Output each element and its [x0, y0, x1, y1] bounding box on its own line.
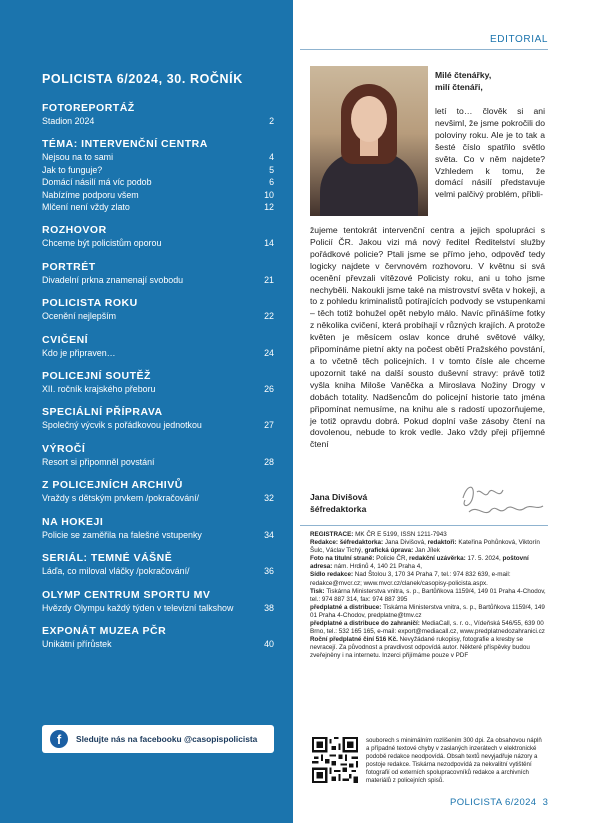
- toc-section: [42, 443, 274, 468]
- colophon-label: redakční uzávěrka:: [409, 555, 468, 563]
- toc-entry[interactable]: [42, 115, 274, 127]
- colophon-line: [310, 604, 546, 620]
- facebook-icon: f: [50, 730, 68, 748]
- toc-heading: SPECIÁLNÍ PŘÍPRAVA: [42, 406, 163, 419]
- toc-section: [42, 589, 274, 614]
- toc-heading: FOTOREPORTÁŽ: [42, 102, 135, 114]
- colophon-label: Tisk:: [310, 587, 327, 595]
- editorial-text-body: žujeme tentokrát intervenční centra a jejich spolupráci s Policií ČR. Jakou vizi má nový ředitel Ředitelství služby pořádkové policie? Ptali jsme se přímo jeho, odpověď tedy logicky najdete v červnovém rozhovoru. V květnu si svá ocenění převzali vítězové Policisty roku, ani u toho jsme nechyběli. Nakoukli jsme také na mistrovství světa v hokeji, a to z pohledu kriminalistů potírajících podvody se vstupenkami – těch totiž bohužel opět nebylo málo. Navíc přinášíme fotky z několika cvičení, která probíhají v různých krajích. A protože květen je měsícem oslav konce druhé světové války, připomínáme pietní akty na počest obětí Pražského povstání, a to včetně těch policejních. I v tomto čísle ale chceme upozornit také na další sousto duševní stravy: právě totiž vyšla kniha Miloše Vaněčka a Miroslava Nožiny Drogy v dobách totality. Nadšencům do policejní historie tato jména připomínat nemusíme, na knihu ale s radostí upozorňujeme, je totiž opravdu dobrá. Pokud doplní vaše zásoby čtení na dovolenou, nebude to krok vedle. Jako vždy přeji příjemné čtení: [310, 225, 545, 450]
- greeting: [435, 70, 491, 93]
- toc-entry-page: 4: [269, 152, 274, 163]
- toc-entry-page: 38: [264, 602, 274, 613]
- colophon-label: Roční předplatné činí 516 Kč.: [310, 636, 400, 644]
- greeting-line-1: Milé čtenářky,: [435, 70, 492, 80]
- colophon-label: REGISTRACE:: [310, 531, 356, 538]
- toc-section: [42, 516, 274, 541]
- toc-section: [42, 261, 274, 286]
- colophon-label: poštovní adresa:: [310, 555, 529, 571]
- toc-section: [42, 138, 274, 213]
- toc-heading: NA HOKEJI: [42, 515, 104, 528]
- toc-entry-title: Unikátní přírůstek: [42, 638, 112, 649]
- toc-entry-page: 21: [264, 274, 274, 285]
- toc-section: [42, 334, 274, 359]
- colophon-value: Nevyžádané rukopisy, fotografie a kresby se nevracejí. Za původnost a pravdivost odpovídá autor. Některé příspěvky budou zveřejněny i na internetu. Inzerci přijímáme pouze v PDF: [310, 636, 530, 660]
- toc-entry-page: 10: [264, 189, 274, 200]
- toc-entry-title: Stadion 2024: [42, 116, 95, 126]
- toc-section: [42, 479, 274, 504]
- facebook-banner[interactable]: [42, 725, 274, 753]
- editorial-text-column: letí to… člověk si ani nevšiml, že jsme pokročili do poloviny roku. Ale je to tak a šesté číslo spatřilo světlo světa. Co v něm najdete? Vzhledem k tomu, že domácí násilí představuje velmi palčivý problém, přibli-: [435, 106, 545, 200]
- toc-entry-page: 22: [264, 311, 274, 322]
- colophon-value: Policie ČR,: [376, 555, 410, 563]
- toc-entry-page: 6: [269, 177, 274, 188]
- colophon-notice: souborech s minimálním rozlišením 300 dpi. Za obsahovou náplň a případné textové chyby v zaslaných inzerátech v elektronické podobě redakce neodpovídá. Obsah textů nevyjadřuje názory a postoje redakce. Tiskárna nezodpovídá za nekvalitní vytištění fotografií od externích spolupracovníků redakce a archivních materiálů z policejních spisů.: [366, 737, 542, 784]
- toc-entry[interactable]: [42, 189, 274, 201]
- toc-heading: POLICISTA ROKU: [42, 297, 138, 310]
- page-footer: [450, 797, 548, 808]
- toc-section: [42, 552, 274, 577]
- toc-entry[interactable]: [42, 456, 274, 468]
- colophon-label: Redakce: šéfredaktorka:: [310, 539, 385, 547]
- toc-entry-title: Společný výcvik s pořádkovou jednotkou: [42, 420, 202, 431]
- toc-entry[interactable]: [42, 176, 274, 188]
- toc-entry[interactable]: [42, 383, 274, 395]
- toc-heading: PORTRÉT: [42, 260, 96, 273]
- toc-entry[interactable]: [42, 347, 274, 359]
- toc-entry[interactable]: [42, 274, 274, 286]
- signature-role: šéfredaktorka: [310, 503, 367, 514]
- toc-entry[interactable]: [42, 602, 274, 614]
- toc-list: [42, 102, 274, 661]
- toc-heading: OLYMP CENTRUM SPORTU MV: [42, 588, 211, 601]
- toc-entry[interactable]: [42, 201, 274, 213]
- signature-block: [310, 492, 367, 515]
- toc-entry[interactable]: [42, 419, 274, 431]
- toc-section: [42, 297, 274, 322]
- toc-entry-title: Policie se zaměřila na falešné vstupenky: [42, 529, 202, 540]
- colophon-label: Foto na titulní straně:: [310, 555, 377, 563]
- toc-entry-title: Mlčení není vždy zlato: [42, 202, 130, 213]
- footer-label: POLICISTA 6/2024: [450, 797, 537, 808]
- toc-entry-title: Domácí násilí má víc podob: [42, 177, 152, 188]
- colophon-line: [310, 620, 546, 636]
- toc-entry-title: Divadelní prkna znamenají svobodu: [42, 274, 184, 285]
- toc-section: [42, 102, 274, 127]
- toc-entry-page: 14: [264, 238, 274, 249]
- page-number: 3: [542, 797, 549, 808]
- toc-entry-title: Nejsou na to sami: [42, 152, 114, 163]
- divider: [300, 525, 548, 526]
- colophon-value: MK ČR E 5199, ISSN 1211-7943: [355, 531, 447, 538]
- toc-entry-page: 12: [264, 202, 274, 213]
- handwritten-signature: [455, 478, 547, 524]
- signature-name: Jana Divišová: [310, 492, 368, 502]
- toc-entry[interactable]: [42, 565, 274, 577]
- toc-entry[interactable]: [42, 638, 274, 650]
- colophon-value: nám. Hrdinů 4, 140 21 Praha 4,: [334, 563, 423, 571]
- colophon-value: MediaCall, s. r. o., Vídeňská 546/55, 639 00 Brno, tel.: 532 165 165, e-mail: export@mediacall.cz, www.predplatnedozahranici.cz: [310, 620, 545, 636]
- toc-entry[interactable]: [42, 310, 274, 322]
- toc-entry-title: Láďa, co miloval vláčky /pokračování/: [42, 566, 190, 577]
- toc-heading: SERIÁL: TEMNÉ VÁŠNĚ: [42, 552, 173, 565]
- toc-entry-title: Resort si připomněl povstání: [42, 456, 155, 467]
- toc-heading: TÉMA: INTERVENČNÍ CENTRA: [42, 138, 208, 151]
- toc-entry-title: Vraždy s dětským prvkem /pokračování/: [42, 493, 200, 504]
- issue-title: POLICISTA 6/2024, 30. ROČNÍK: [42, 72, 243, 86]
- toc-entry-title: Hvězdy Olympu každý týden v televizní talkshow: [42, 602, 234, 613]
- toc-entry-title: Nabízíme podporu všem: [42, 189, 139, 200]
- toc-entry-title: Jak to funguje?: [42, 164, 103, 175]
- colophon-value: 17. 5. 2024,: [467, 555, 503, 563]
- colophon-value: Jana Divišová,: [384, 539, 428, 547]
- toc-entry-page: 40: [264, 638, 274, 649]
- toc-entry[interactable]: [42, 529, 274, 541]
- toc-section: [42, 370, 274, 395]
- toc-heading: POLICEJNÍ SOUTĚŽ: [42, 370, 151, 383]
- toc-entry-page: 32: [264, 493, 274, 504]
- toc-entry[interactable]: [42, 164, 274, 176]
- toc-entry-page: 34: [264, 529, 274, 540]
- toc-entry-title: Chceme být policistům oporou: [42, 238, 162, 249]
- toc-entry-title: Ocenění nejlepším: [42, 311, 116, 322]
- toc-entry-title: XII. ročník krajského přeboru: [42, 384, 156, 395]
- toc-heading: EXPONÁT MUZEA PČR: [42, 624, 167, 637]
- toc-entry[interactable]: [42, 237, 274, 249]
- colophon-label: předplatné a distribuce do zahraničí:: [310, 620, 422, 628]
- colophon-label: redaktoři:: [427, 539, 459, 547]
- colophon-line: [310, 636, 546, 660]
- toc-entry-page: 24: [264, 347, 274, 358]
- colophon-value: Tiskárna Ministerstva vnitra, s. p., Bartůňkova 1159/4, 149 01 Praha 4-Chodov, tel.: 974 887 314, fax: 974 887 395: [310, 587, 546, 603]
- colophon-line: [310, 531, 546, 539]
- colophon-value: Nad Štolou 3, 170 34 Praha 7, tel.: 974 832 639, e-mail: redakce@mvcr.cz; www.mvcr.cz/clanek/casopisy-policista.aspx.: [310, 571, 511, 587]
- toc-entry-title: Kdo je připraven…: [42, 347, 116, 358]
- qr-code-icon[interactable]: [312, 737, 358, 783]
- toc-entry-page: 27: [264, 420, 274, 431]
- toc-entry-page: 36: [264, 566, 274, 577]
- toc-heading: CVIČENÍ: [42, 333, 89, 346]
- toc-heading: ROZHOVOR: [42, 224, 107, 237]
- greeting-line-2: milí čtenáři,: [435, 81, 483, 92]
- toc-section: [42, 406, 274, 431]
- colophon-value: Jan Jílek: [415, 547, 440, 555]
- toc-entry-page: 2: [269, 116, 274, 126]
- toc-section: [42, 625, 274, 650]
- colophon-label: grafická úprava:: [364, 547, 415, 555]
- colophon-line: [310, 571, 546, 587]
- toc-heading: Z POLICEJNÍCH ARCHIVŮ: [42, 479, 183, 492]
- divider: [300, 49, 548, 50]
- colophon-value: Tiskárna Ministerstva vnitra, s. p., Bartůňkova 1159/4, 149 01 Praha 4-Chodov, predplatne@tmv.cz: [310, 603, 545, 619]
- colophon-label: předplatné a distribuce:: [310, 603, 384, 611]
- colophon-line: [310, 539, 546, 555]
- colophon-value: Kateřina Pohůnková, Viktorín Šulc, Václav Tichý,: [310, 539, 540, 555]
- colophon-label: Sídlo redakce:: [310, 571, 355, 579]
- toc-entry[interactable]: [42, 492, 274, 504]
- facebook-text: Sledujte nás na facebooku @casopispolicista: [76, 734, 258, 744]
- toc-entry[interactable]: [42, 151, 274, 163]
- toc-entry-page: 5: [269, 164, 274, 175]
- toc-heading: VÝROČÍ: [42, 442, 86, 455]
- editor-photo: [310, 66, 428, 216]
- colophon-line: [310, 588, 546, 604]
- colophon-line: [310, 555, 546, 571]
- toc-entry-page: 26: [264, 384, 274, 395]
- toc-section: [42, 224, 274, 249]
- toc-entry-page: 28: [264, 456, 274, 467]
- section-tag: EDITORIAL: [490, 34, 549, 45]
- table-of-contents-sidebar: [0, 0, 293, 823]
- colophon: [310, 531, 546, 661]
